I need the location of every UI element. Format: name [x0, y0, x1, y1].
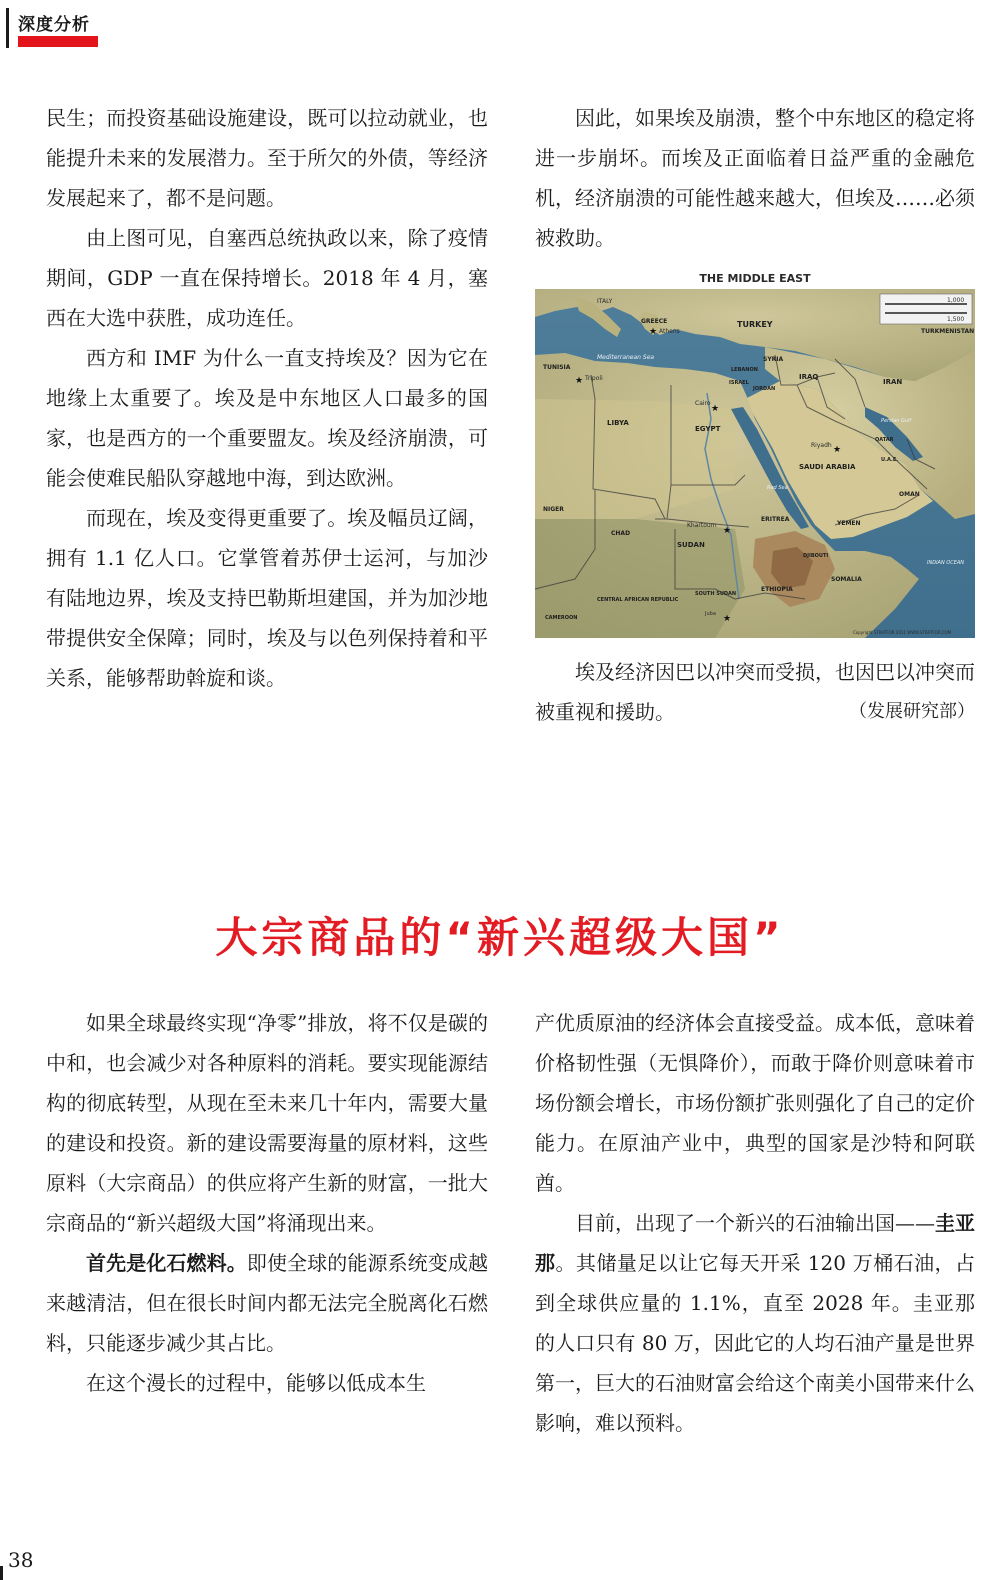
section-tag-bar — [6, 8, 9, 48]
paragraph-part: 。其储量足以让它每天开采 120 万桶石油，占到全球供应量的 1.1%，直至 2028 年。圭亚那的人口只有 80 万，因此它的人均石油产量是世界第一，巨大的石油财富会给这个南美小国带来什么影响，难以预料。 — [535, 1251, 976, 1435]
map-label: Mediterranean Sea — [597, 354, 655, 361]
map-label: TUNISIA — [543, 364, 571, 371]
bold-term: 圭亚那 — [535, 1211, 975, 1275]
map-label: JORDAN — [753, 386, 776, 392]
section-tag — [6, 6, 92, 46]
paragraph-rest: 即使全球的能源系统变成越来越清洁，但在很长时间内都无法完全脱离化石燃料，只能逐步减少其占比。 — [46, 1251, 489, 1355]
map-label: CHAD — [611, 530, 631, 537]
map-label: Red Sea — [767, 485, 788, 491]
highlight-term: 原油 — [619, 1131, 661, 1155]
map-label: ISRAEL — [729, 380, 749, 386]
map-label: LIBYA — [607, 419, 629, 427]
map-copyright: Copyright STRATFOR 2011 WWW.STRATFOR.COM — [853, 630, 952, 635]
paragraph-part: 产业中，典型的国家是沙特和阿联酋。 — [535, 1131, 975, 1195]
page-bar — [0, 1566, 3, 1580]
map-label: Juba — [705, 611, 716, 617]
capital-star-icon: ★ — [723, 614, 732, 624]
paragraph: 由上图可见，自塞西总统执政以来，除了疫情期间，GDP 一直在保持增长。2018 年 4 月，塞西在大选中获胜，成功连任。 — [46, 226, 488, 330]
map-label: SOMALIA — [831, 576, 862, 583]
map-label: Persian Gulf — [881, 418, 912, 424]
map-label: CAMEROON — [545, 615, 578, 621]
capital-star-icon: ★ — [711, 404, 720, 414]
paragraph: 西方和 IMF 为什么一直支持埃及？因为它在地缘上太重要了。埃及是中东地区人口最多的国家，也是西方的一个重要盟友。埃及经济崩溃，可能会使难民船队穿越地中海，到达欧洲。 — [46, 346, 488, 490]
paragraph-part: 目前，出现了一个新兴的石油输出国—— — [575, 1211, 935, 1235]
paragraph: 在这个漫长的过程中，能够以低成本生 — [86, 1371, 426, 1395]
map-label: TURKMENISTAN — [921, 328, 975, 335]
capital-star-icon: ★ — [649, 327, 658, 337]
map-label: QATAR — [875, 437, 894, 443]
map-label: INDIAN OCEAN — [927, 560, 965, 566]
map-label: ITALY — [597, 298, 613, 305]
map-label: ETHIOPIA — [761, 586, 793, 593]
map-label: IRAN — [883, 378, 903, 386]
map-label: SUDAN — [677, 541, 705, 549]
map-label: YEMEN — [837, 520, 861, 527]
map-label: ERITREA — [761, 516, 790, 523]
map-label: GREECE — [641, 318, 668, 325]
paragraph: 民生；而投资基础设施建设，既可以拉动就业，也能提升未来的发展潜力。至于所欠的外债，等经济发展起来了，都不是问题。 — [46, 106, 488, 210]
map-label: LEBANON — [731, 367, 758, 373]
credit: （发展研究部） — [849, 701, 975, 722]
section-label: 深度分析 — [18, 15, 90, 35]
paragraph-part: 产优质原油的经济体会直接受益。成本低，意味着价格韧性强（无惧降价），而敢于降价则意味着市场份额会增长，市场份额扩张则强化了自己的定价能力。在 — [535, 1011, 975, 1155]
map-label: Cairo — [695, 400, 711, 407]
capital-star-icon: ★ — [723, 526, 732, 536]
bottom-article-right-column — [535, 1003, 975, 1443]
map-label: CENTRAL AFRICAN REPUBLIC — [597, 597, 679, 603]
map-label: SOUTH SUDAN — [695, 591, 737, 597]
paragraph: 而现在，埃及变得更重要了。埃及幅员辽阔，拥有 1.1 亿人口。它掌管着苏伊士运河，与加沙有陆地边界，埃及支持巴勒斯坦建国，并为加沙地带提供安全保障；同时，埃及与以色列保持着和平关系，能够帮助斡旋和谈。 — [46, 506, 488, 690]
paragraph — [535, 1203, 975, 1443]
map-label: NIGER — [543, 506, 564, 513]
map-label: TURKEY — [737, 320, 773, 329]
map-label: IRAQ — [799, 373, 819, 381]
paragraph — [46, 1243, 488, 1363]
map-title: THE MIDDLE EAST — [699, 272, 811, 285]
map-label: Riyadh — [811, 442, 832, 449]
page-number: 38 — [8, 1548, 34, 1572]
map-image — [535, 289, 975, 638]
map-scale-mi: 1,000 — [947, 297, 965, 304]
caption-text: 埃及经济因巴以冲突而受损，也因巴以冲突而被重视和援助。 — [535, 660, 975, 724]
top-article-left-column — [46, 98, 488, 698]
paragraph: 因此，如果埃及崩溃，整个中东地区的稳定将进一步崩坏。而埃及正面临着日益严重的金融危机，经济崩溃的可能性越来越大，但埃及……必须被救助。 — [535, 106, 975, 250]
article-title: 大宗商品的“新兴超级大国” — [215, 913, 785, 962]
map-label: U.A.E. — [881, 457, 899, 463]
paragraph — [535, 1003, 975, 1203]
middle-east-map — [535, 272, 975, 638]
section-tag-underline — [18, 36, 98, 47]
capital-star-icon: ★ — [575, 376, 584, 386]
bold-lead: 首先是化石燃料。 — [86, 1251, 247, 1275]
map-label: Athens — [659, 328, 680, 335]
map-label: SAUDI ARABIA — [799, 463, 856, 471]
map-label: Tripoli — [585, 375, 603, 382]
map-label: EGYPT — [695, 425, 721, 433]
map-label: SYRIA — [763, 356, 784, 363]
map-caption — [535, 652, 975, 732]
map-scale-km: 1,500 — [947, 316, 965, 323]
bottom-article-left-column — [46, 1003, 488, 1403]
capital-star-icon: ★ — [833, 445, 842, 455]
top-article-right-column — [535, 98, 975, 258]
map-label: OMAN — [899, 491, 920, 498]
paragraph: 如果全球最终实现“净零”排放，将不仅是碳的中和，也会减少对各种原料的消耗。要实现能源结构的彻底转型，从现在至未来几十年内，需要大量的建设和投资。新的建设需要海量的原材料，这些原料（大宗商品）的供应将产生新的财富，一批大宗商品的“新兴超级大国”将涌现出来。 — [46, 1011, 488, 1235]
map-label: Khartoum — [687, 522, 717, 529]
map-label: DJIBOUTI — [803, 553, 829, 559]
